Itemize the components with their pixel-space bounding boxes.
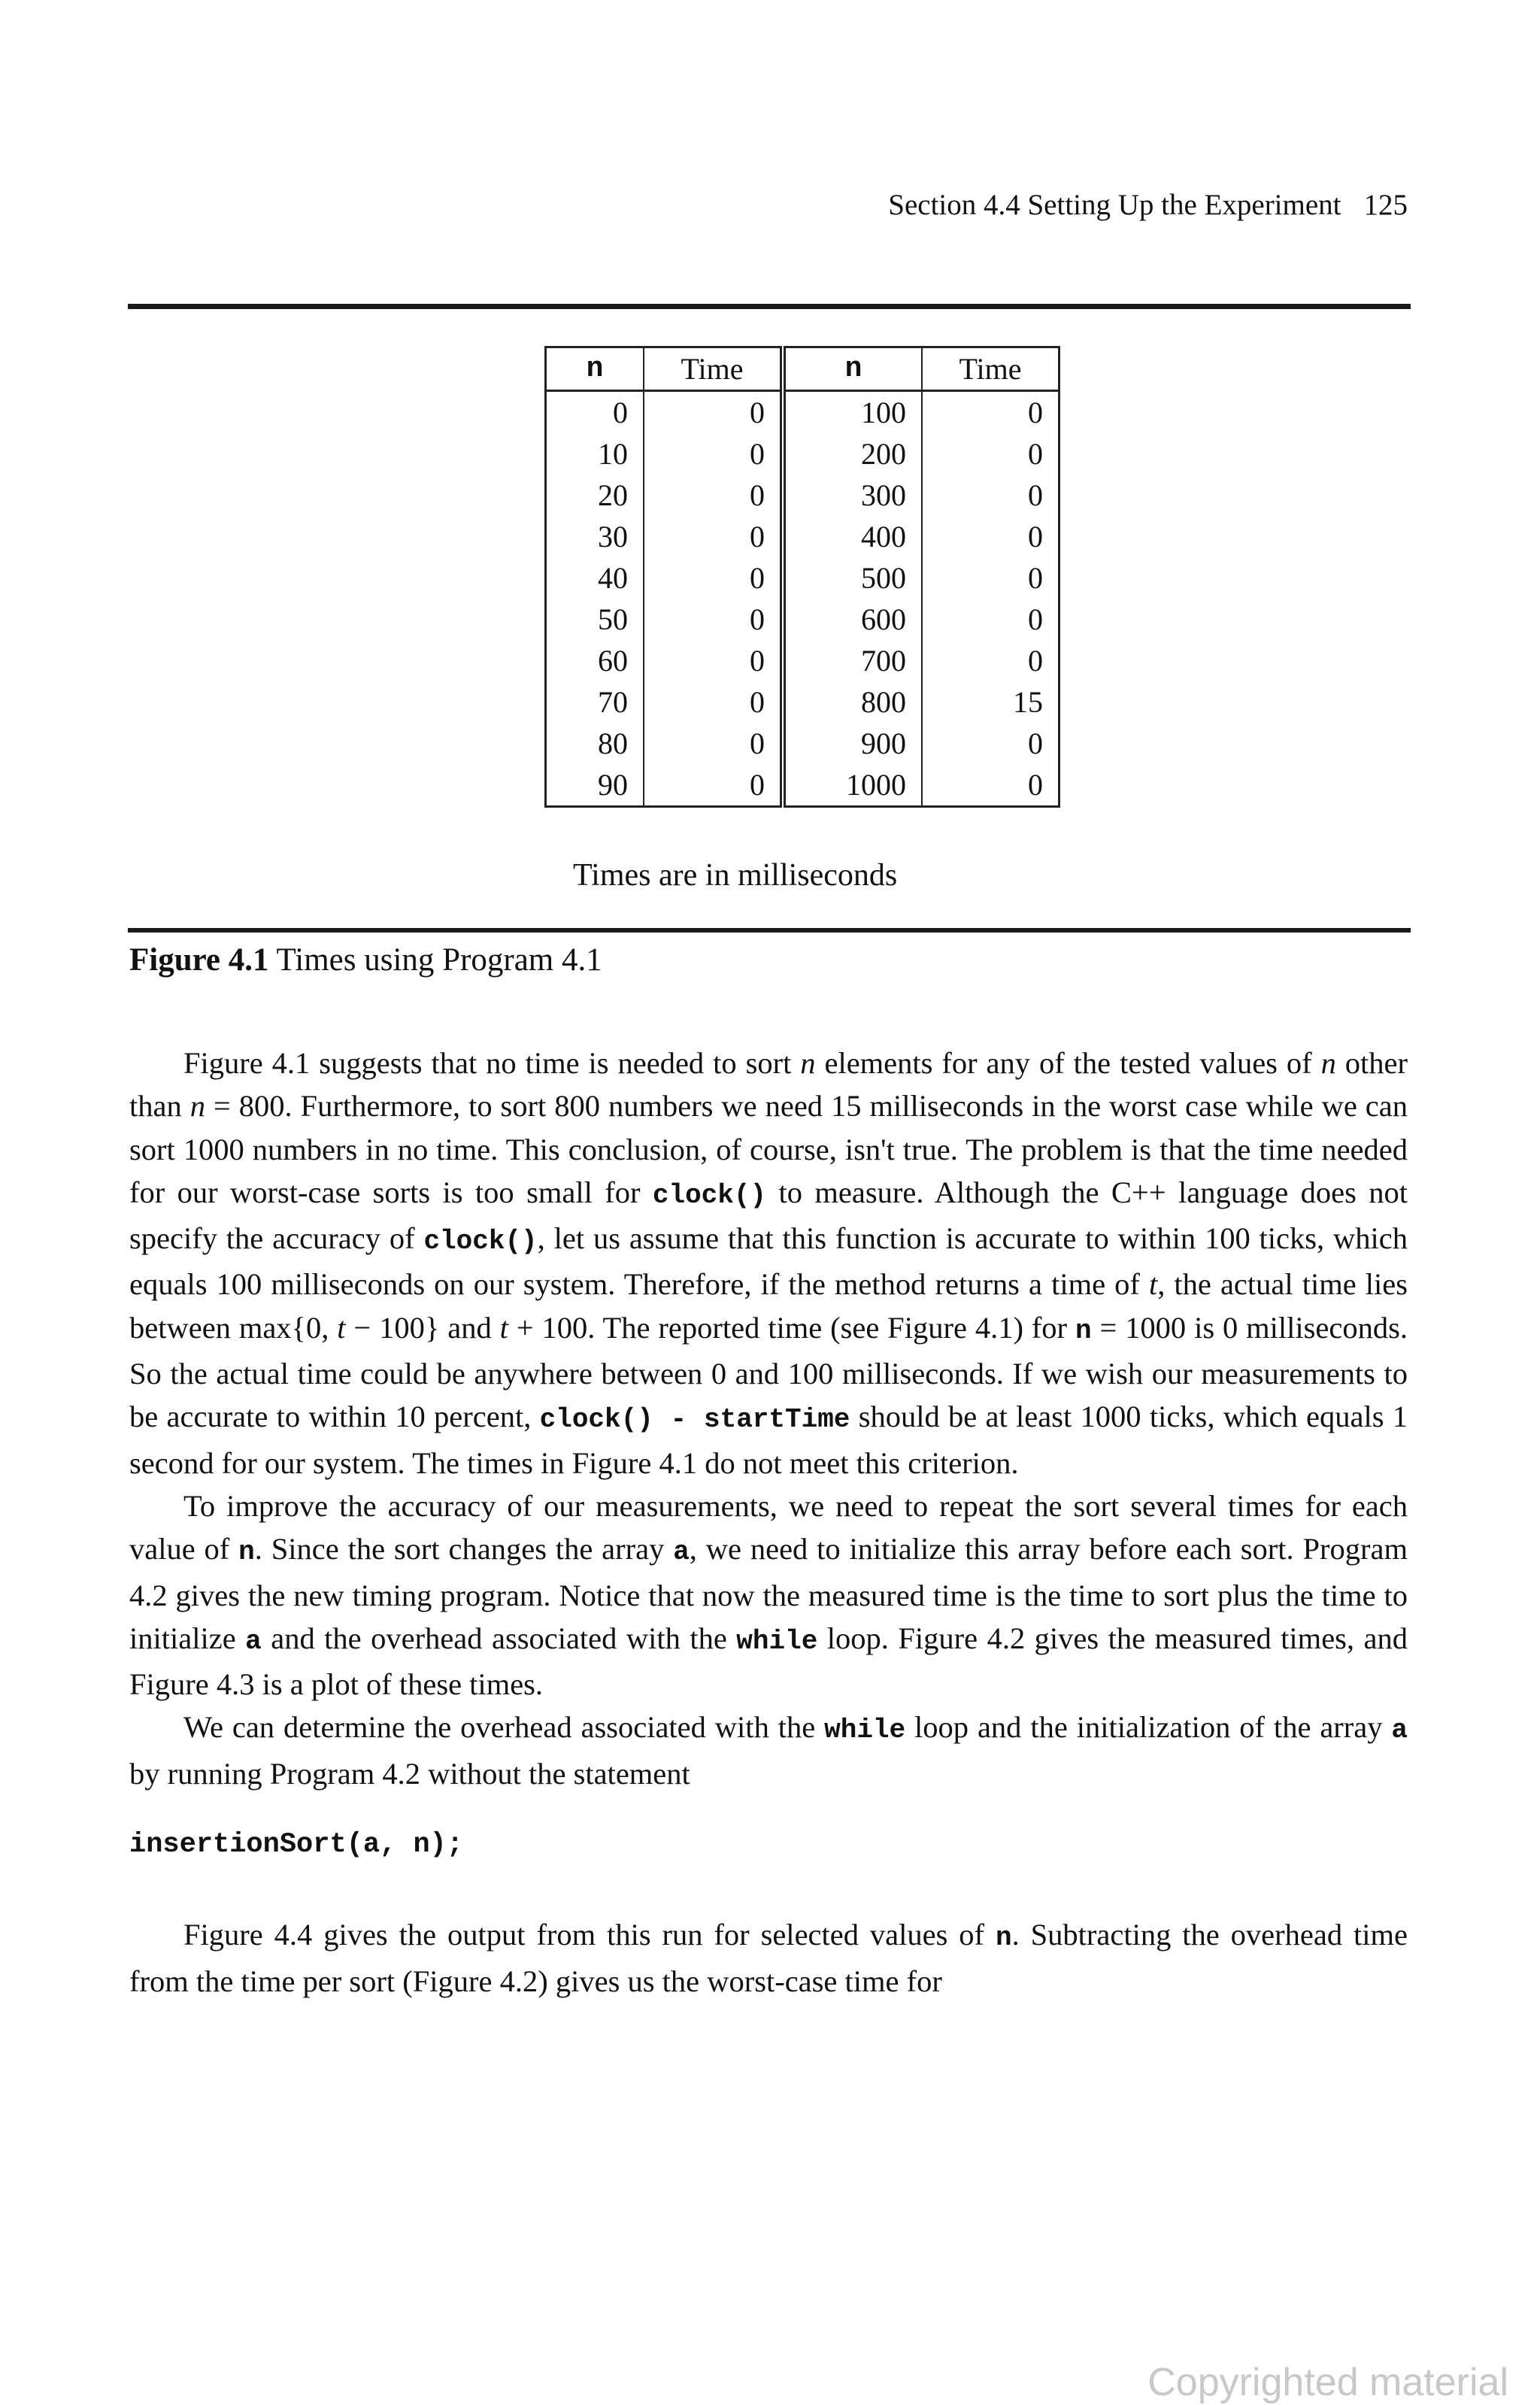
inline-code: clock() xyxy=(652,1179,767,1211)
table-row xyxy=(546,599,1060,640)
text-run: . Subtracting the overhead time from the time per sort (Figure 4.2) gives us the worst-case time for xyxy=(129,1918,1408,1998)
table-cell: 500 xyxy=(783,557,922,599)
text-run: = 1000 is 0 milliseconds. So the actual time could be anywhere between 0 and 100 milliseconds. If we wish our measurements to be accurate to within 10 percent, xyxy=(129,1310,1408,1434)
header-n: n xyxy=(783,347,922,391)
paragraph xyxy=(129,1042,1408,1485)
table-cell: 50 xyxy=(546,599,644,640)
table-cell: 0 xyxy=(644,599,783,640)
text-run: to measure. Although the C++ language does not specify the accuracy of xyxy=(129,1175,1408,1256)
table-cell: 0 xyxy=(644,681,783,723)
inline-code: a xyxy=(245,1625,262,1657)
paragraph xyxy=(129,1706,1408,1795)
table-header-row xyxy=(546,347,1060,391)
math-variable: n xyxy=(1320,1046,1336,1080)
figure-table-container xyxy=(544,346,1060,808)
math-variable: n xyxy=(800,1046,816,1080)
table-cell: 60 xyxy=(546,640,644,681)
table-cell: 70 xyxy=(546,681,644,723)
table-cell: 30 xyxy=(546,516,644,557)
table-cell: 0 xyxy=(644,516,783,557)
inline-code: a xyxy=(673,1536,690,1568)
text-run: Figure 4.4 gives the output from this run for selected values of xyxy=(183,1918,996,1952)
text-run: by running Program 4.2 without the statement xyxy=(129,1756,690,1791)
code-statement: insertionSort(a, n); xyxy=(129,1829,464,1861)
table-cell: 0 xyxy=(644,433,783,475)
text-run: loop and the initialization of the array xyxy=(905,1710,1392,1745)
table-cell: 15 xyxy=(1013,685,1043,719)
table-cell: 0 xyxy=(1028,768,1043,802)
table-row xyxy=(546,640,1060,681)
inline-code: clock() - startTime xyxy=(539,1404,850,1436)
table-cell: 20 xyxy=(546,475,644,516)
math-variable: t xyxy=(1148,1267,1158,1302)
table-cell: 0 xyxy=(644,640,783,681)
math-variable: t xyxy=(499,1310,508,1345)
table-cell: 10 xyxy=(546,433,644,475)
timing-table xyxy=(544,346,1060,808)
inline-code: while xyxy=(736,1625,818,1657)
math-variable: n xyxy=(189,1089,205,1124)
text-run: − 100} and xyxy=(345,1310,500,1345)
text-run: should be at least 1000 ticks, which equals 1 second for our system. The times in Figure 4.1 do not meet this criterion. xyxy=(129,1400,1408,1480)
table-cell: 800 xyxy=(783,681,922,723)
table-cell: 700 xyxy=(783,640,922,681)
table-cell: 1000 xyxy=(783,764,922,807)
text-run: Figure 4.1 suggests that no time is needed to sort xyxy=(183,1046,801,1080)
table-cell: 40 xyxy=(546,557,644,599)
text-run: We can determine the overhead associated with the xyxy=(183,1710,825,1745)
table-cell: 0 xyxy=(1028,644,1043,678)
table-cell: 0 xyxy=(644,391,783,434)
table-row xyxy=(546,516,1060,557)
table-row xyxy=(546,557,1060,599)
table-cell: 0 xyxy=(644,475,783,516)
table-cell: 0 xyxy=(1028,520,1043,553)
table-cell: 400 xyxy=(783,516,922,557)
text-run: loop. Figure 4.2 gives the measured times, and Figure 4.3 is a plot of these times. xyxy=(129,1621,1408,1702)
table-cell: 100 xyxy=(783,391,922,434)
table-cell: 0 xyxy=(644,764,783,807)
copyright-watermark: Copyrighted material xyxy=(1147,2361,1508,2404)
table-cell: 0 xyxy=(1028,726,1043,760)
table-cell: 0 xyxy=(546,391,644,434)
figure-bottom-rule xyxy=(128,928,1411,933)
header-time: Time xyxy=(644,347,783,391)
table-cell: 0 xyxy=(1028,561,1043,595)
body-text xyxy=(129,1042,1408,2003)
figure-caption-label: Figure 4.1 xyxy=(129,942,269,978)
inline-code: n xyxy=(1075,1315,1092,1346)
header-time: Time xyxy=(922,347,1060,391)
inline-code: n xyxy=(995,1922,1012,1954)
text-run: elements for any of the tested values of xyxy=(815,1046,1321,1080)
inline-code: n xyxy=(238,1536,255,1568)
figure-caption-text: Times using Program 4.1 xyxy=(276,942,602,978)
table-cell: 0 xyxy=(1028,396,1043,429)
table-row xyxy=(546,433,1060,475)
inline-code: a xyxy=(1391,1715,1408,1746)
running-head xyxy=(888,188,1408,222)
page-number: 125 xyxy=(1363,189,1408,221)
inline-code: while xyxy=(824,1715,906,1746)
table-cell: 90 xyxy=(546,764,644,807)
math-variable: t xyxy=(337,1310,346,1345)
text-run: To improve the accuracy of our measurements, we need to repeat the sort several times for each value of xyxy=(129,1488,1408,1566)
table-cell: 200 xyxy=(783,433,922,475)
inline-code: clock() xyxy=(423,1226,538,1257)
text-run: , let us assume that this function is accurate to within 100 ticks, which equals 100 milliseconds on our system. Therefore, if the method returns a time of xyxy=(129,1221,1408,1302)
table-cell: 600 xyxy=(783,599,922,640)
table-note: Times are in milliseconds xyxy=(573,858,898,893)
table-cell: 0 xyxy=(644,723,783,764)
table-cell: 0 xyxy=(1028,437,1043,471)
figure-caption xyxy=(129,942,602,978)
table-cell: 300 xyxy=(783,475,922,516)
table-cell: 80 xyxy=(546,723,644,764)
table-row xyxy=(546,723,1060,764)
text-run: . Since the sort changes the array xyxy=(254,1532,674,1566)
paragraph xyxy=(129,1913,1408,2003)
table-row xyxy=(546,764,1060,807)
text-run: + 100. The reported time (see Figure 4.1) for xyxy=(508,1310,1075,1345)
text-run: and the overhead associated with the xyxy=(261,1621,737,1655)
figure-top-rule xyxy=(128,304,1411,309)
table-cell: 900 xyxy=(783,723,922,764)
table-cell: 0 xyxy=(1028,602,1043,636)
paragraph xyxy=(129,1485,1408,1706)
header-n: n xyxy=(546,347,644,391)
text-run: = 800. Furthermore, to sort 800 numbers we need 15 milliseconds in the worst case while we can sort 1000 numbers in no time. This conclusion, of course, isn't true. The problem is that the time needed for our worst-case sorts is too small for xyxy=(129,1089,1408,1209)
text-run: , we need to initialize this array before each sort. Program 4.2 gives the new timing program. Notice that now the measured time is the time to sort plus the time to initialize xyxy=(129,1532,1408,1655)
table-row xyxy=(546,391,1060,434)
text-run: other than xyxy=(129,1046,1408,1124)
section-title: Section 4.4 Setting Up the Experiment xyxy=(888,189,1341,221)
table-row xyxy=(546,681,1060,723)
text-run: , the actual time lies between max{0, xyxy=(129,1267,1408,1345)
table-cell: 0 xyxy=(644,557,783,599)
table-row xyxy=(546,475,1060,516)
table-cell: 0 xyxy=(1028,478,1043,512)
